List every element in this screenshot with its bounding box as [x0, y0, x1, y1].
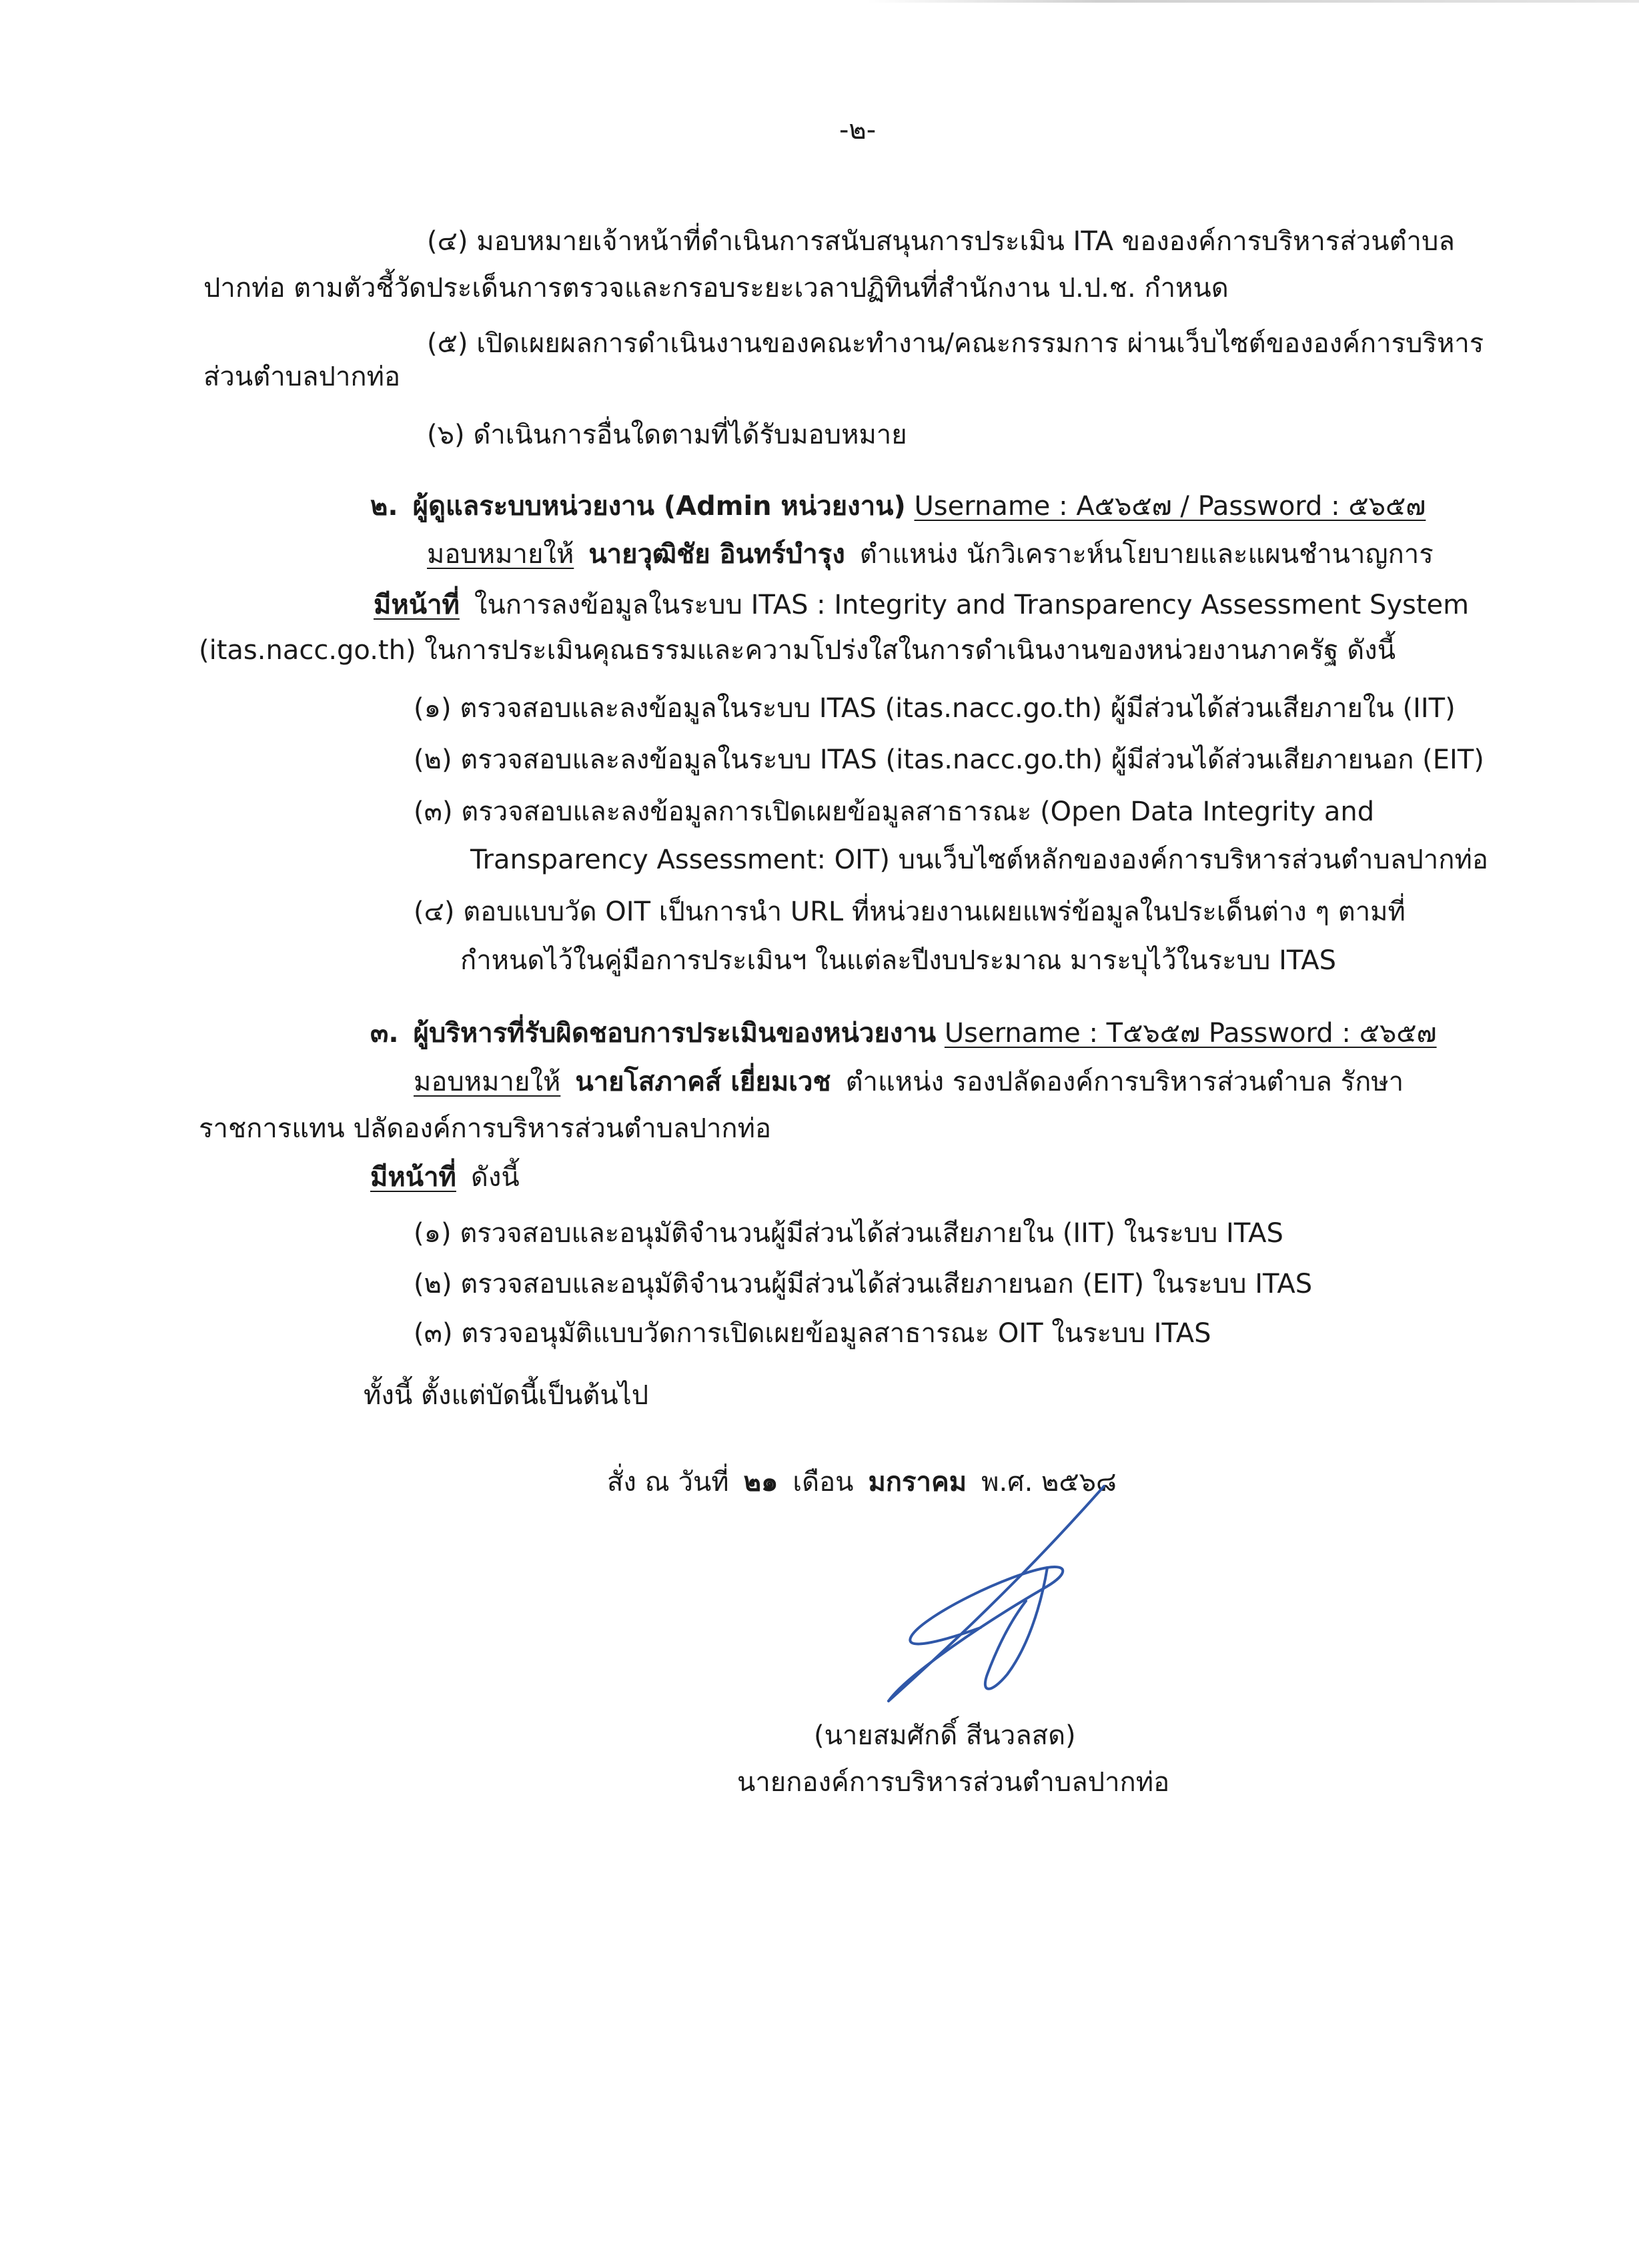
s3-item-2: (๒) ตรวจสอบและอนุมัติจำนวนผู้มีส่วนได้ส่วนเสียภายนอก (EIT) ในระบบ ITAS — [414, 1269, 1313, 1299]
s2-assign-label: มอบหมายให้ — [427, 539, 574, 570]
s3-item-3: (๓) ตรวจอนุมัติแบบวัดการเปิดเผยข้อมูลสาธารณะ OIT ในระบบ ITAS — [414, 1318, 1211, 1349]
s3-duty-suffix: ดังนี้ — [470, 1162, 520, 1193]
s3-heading-line — [370, 1015, 1437, 1051]
s2-item-1: (๑) ตรวจสอบและลงข้อมูลในระบบ ITAS (itas.nacc.go.th) ผู้มีส่วนได้ส่วนเสียภายใน (IIT) — [414, 693, 1456, 724]
s2-duty-line2: (itas.nacc.go.th) ในการประเมินคุณธรรมและความโปร่งใสในการดำเนินงานของหน่วยงานภาครัฐ ดังนี้ — [199, 635, 1396, 666]
effective-statement: ทั้งนี้ ตั้งแต่บัดนี้เป็นต้นไป — [364, 1380, 649, 1411]
s3-position-line2: ราชการแทน ปลัดองค์การบริหารส่วนตำบลปากท่อ — [199, 1113, 772, 1144]
date-year: ๒๕๖๘ — [1041, 1467, 1117, 1498]
signatory-title: นายกองค์การบริหารส่วนตำบลปากท่อ — [737, 1767, 1170, 1798]
s1-item4-line1: (๔) มอบหมายเจ้าหน้าที่ดำเนินการสนับสนุนการประเมิน ITA ขององค์การบริหารส่วนตำบล — [427, 226, 1455, 257]
s3-item-1: (๑) ตรวจสอบและอนุมัติจำนวนผู้มีส่วนได้ส่วนเสียภายใน (IIT) ในระบบ ITAS — [414, 1218, 1283, 1249]
s1-item6: (๖) ดำเนินการอื่นใดตามที่ได้รับมอบหมาย — [427, 420, 907, 450]
s2-duty-line — [374, 587, 1469, 623]
s3-duty-line — [370, 1159, 520, 1195]
s2-item-3: (๓) ตรวจสอบและลงข้อมูลการเปิดเผยข้อมูลสาธารณะ (Open Data Integrity and — [414, 796, 1375, 827]
s2-heading: ผู้ดูแลระบบหน่วยงาน (Admin หน่วยงาน) — [412, 491, 906, 522]
s2-assignee: นายวุฒิชัย อินทร์บำรุง — [588, 539, 845, 570]
s2-number: ๒. — [370, 491, 398, 522]
date-month-label: เดือน — [792, 1467, 854, 1498]
signatory-name: (นายสมศักดิ์ สีนวลสด) — [814, 1720, 1076, 1751]
s1-item5-line1: (๕) เปิดเผยผลการดำเนินงานของคณะทำงาน/คณะกรรมการ ผ่านเว็บไซต์ขององค์การบริหาร — [427, 328, 1484, 359]
s2-item-4: (๔) ตอบแบบวัด OIT เป็นการนำ URL ที่หน่วยงานเผยแพร่ข้อมูลในประเด็นต่าง ๆ ตามที่ — [414, 897, 1406, 927]
s2-item-3-cont: Transparency Assessment: OIT) บนเว็บไซต์หลักขององค์การบริหารส่วนตำบลปากท่อ — [470, 844, 1488, 875]
signature-image — [847, 1474, 1154, 1714]
date-prefix: สั่ง ณ วันที่ — [607, 1467, 729, 1498]
s1-item4-line2: ปากท่อ ตามตัวชี้วัดประเด็นการตรวจและกรอบระยะเวลาปฏิทินที่สำนักงาน ป.ป.ช. กำหนด — [203, 273, 1229, 304]
s2-assign-line — [427, 536, 1434, 572]
s3-assign-label: มอบหมายให้ — [414, 1067, 561, 1097]
scan-edge-line — [867, 0, 1639, 3]
s2-position: ตำแหน่ง นักวิเคราะห์นโยบายและแผนชำนาญการ — [859, 539, 1434, 570]
s2-duty-text: ในการลงข้อมูลในระบบ ITAS : Integrity and Transparency Assessment System — [474, 590, 1470, 620]
s2-heading-line — [370, 488, 1426, 524]
s2-item-4-cont: กำหนดไว้ในคู่มือการประเมินฯ ในแต่ละปีงบประมาณ มาระบุไว้ในระบบ ITAS — [460, 945, 1336, 976]
page-number: -๒- — [839, 115, 877, 145]
s2-item-2: (๒) ตรวจสอบและลงข้อมูลในระบบ ITAS (itas.nacc.go.th) ผู้มีส่วนได้ส่วนเสียภายนอก (EIT) — [414, 744, 1484, 775]
s3-assign-line — [414, 1064, 1404, 1100]
s3-heading: ผู้บริหารที่รับผิดชอบการประเมินของหน่วยงาน — [413, 1018, 937, 1049]
s3-assignee: นายโสภาคส์ เยี่ยมเวช — [575, 1067, 831, 1097]
s3-number: ๓. — [370, 1018, 399, 1049]
date-year-label: พ.ศ. — [981, 1467, 1033, 1498]
s1-item5-line2: ส่วนตำบลปากท่อ — [203, 362, 401, 392]
s3-credentials: Username : T๕๖๕๗ Password : ๕๖๕๗ — [944, 1018, 1437, 1049]
date-day: ๒๑ — [743, 1467, 778, 1498]
s3-duty-label: มีหน้าที่ — [370, 1162, 456, 1193]
date-month: มกราคม — [868, 1467, 967, 1498]
s2-credentials: Username : A๕๖๕๗ / Password : ๕๖๕๗ — [914, 491, 1426, 522]
s2-duty-label: มีหน้าที่ — [374, 590, 460, 620]
s3-position: ตำแหน่ง รองปลัดองค์การบริหารส่วนตำบล รักษา — [845, 1067, 1404, 1097]
